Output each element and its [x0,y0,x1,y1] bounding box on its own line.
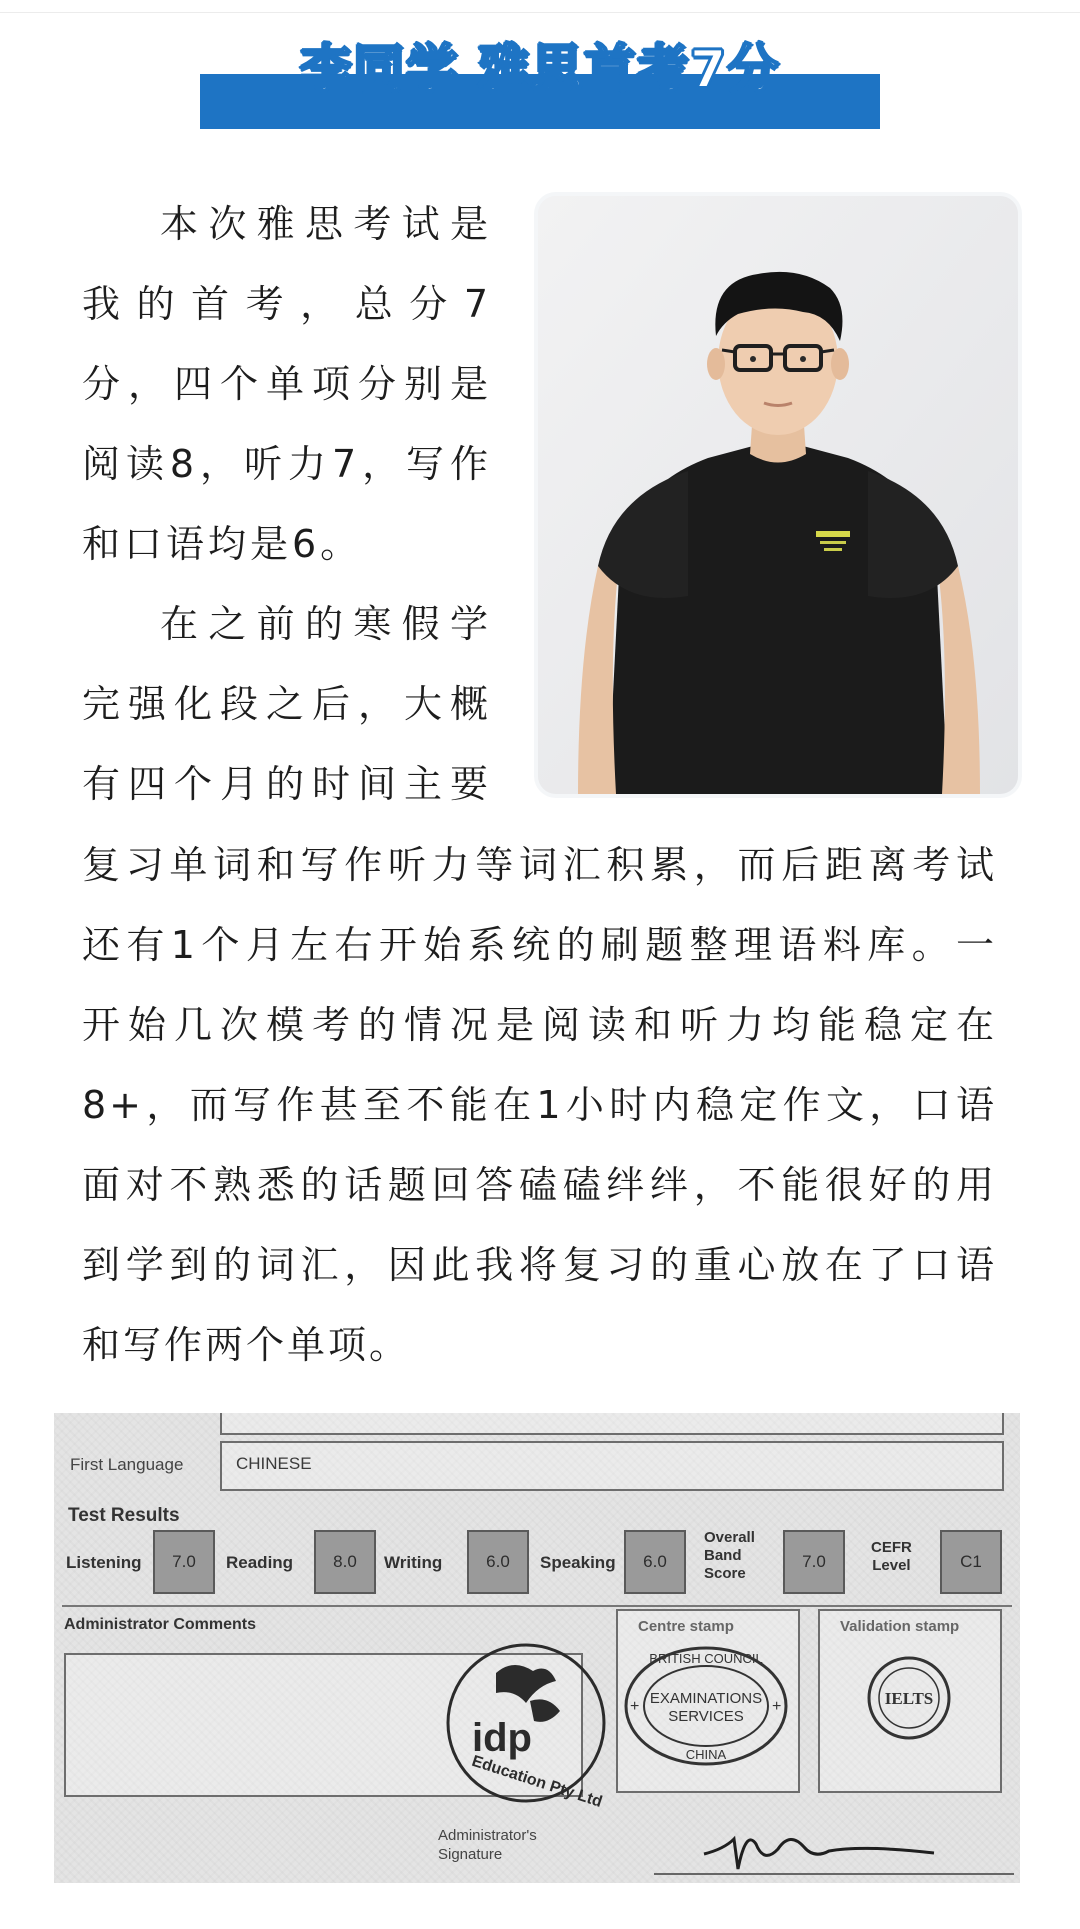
student-photo [538,196,1018,794]
svg-text:+: + [772,1698,782,1715]
reading-label: Reading [226,1553,294,1572]
first-language-label: First Language [70,1455,184,1474]
british-council-stamp [620,1641,792,1771]
svg-text:+: + [630,1698,640,1715]
body-line: 开始几次模考的情况是阅读和听力均能稳定在 [82,1003,997,1047]
first-language-field [220,1441,1004,1491]
ielts-seal [864,1653,954,1743]
body-line: 复习单词和写作听力等词汇积累，而后距离考试 [82,843,997,887]
overall-band-label [704,1529,755,1583]
student-portrait-image [538,196,1018,794]
intro-line: 我的首考，总分7 [82,282,492,326]
stamp-mid-text-2: SERVICES [668,1708,744,1725]
cefr-label-line: Level [872,1557,911,1574]
cefr-level-label [871,1539,912,1575]
overall-label-line: Overall [704,1529,755,1546]
signature-label-line: Signature [438,1846,503,1863]
test-results-label: Test Results [68,1505,180,1526]
results-divider [62,1605,1012,1607]
intro-line: 本次雅思考试是 [160,202,492,246]
centre-stamp-label: Centre stamp [638,1618,734,1635]
ielts-certificate [54,1413,1020,1883]
body-line: 还有1个月左右开始系统的刷题整理语料库。一 [82,923,997,967]
top-divider [0,12,1080,13]
stamp-top-text: BRITISH COUNCIL [649,1651,763,1666]
overall-label-line: Band [704,1547,742,1564]
body-line: 和写作两个单项。 [82,1323,411,1367]
stamp-mid-text-1: EXAMINATIONS [649,1690,763,1707]
validation-stamp-label: Validation stamp [840,1618,960,1635]
nationality-field [220,1413,1004,1435]
admin-signature-label [438,1826,537,1864]
stamp-bottom-text: CHINA [685,1747,727,1762]
ielts-seal-text: IELTS [884,1689,934,1708]
reading-score: 8.0 [314,1530,376,1594]
overall-score: 7.0 [783,1530,845,1594]
first-language-value: CHINESE [236,1454,312,1473]
signature-line [654,1873,1014,1875]
body-line: 到学到的词汇，因此我将复习的重心放在了口语 [82,1243,997,1287]
intro-line: 在之前的寒假学 [160,602,492,646]
writing-score: 6.0 [467,1530,529,1594]
idp-logo-text: idp [472,1716,532,1760]
body-line: 8+，而写作甚至不能在1小时内稳定作文，口语 [82,1083,997,1127]
body-line: 面对不熟悉的话题回答磕磕绊绊，不能很好的用 [82,1163,997,1207]
administrator-signature [694,1809,954,1879]
intro-line: 有四个月的时间主要 [82,762,492,806]
listening-label: Listening [66,1553,142,1572]
intro-paragraph [82,184,492,824]
intro-line: 和口语均是6。 [82,522,363,566]
page-title: 李同学 雅思首考7分 [299,40,781,100]
speaking-label: Speaking [540,1553,616,1572]
cefr-level: C1 [940,1530,1002,1594]
intro-line: 完强化段之后，大概 [82,682,492,726]
writing-label: Writing [384,1553,443,1572]
body-paragraph [82,825,997,1385]
idp-stamp [438,1633,614,1813]
admin-comments-label: Administrator Comments [64,1616,257,1633]
intro-line: 阅读8，听力7，写作 [82,442,492,486]
cefr-label-line: CEFR [871,1539,912,1556]
overall-label-line: Score [704,1565,746,1582]
listening-score: 7.0 [153,1530,215,1594]
signature-label-line: Administrator's [438,1827,537,1844]
speaking-score: 6.0 [624,1530,686,1594]
intro-line: 分，四个单项分别是 [82,362,492,406]
idp-ring-text: Education Pty Ltd [469,1752,605,1811]
